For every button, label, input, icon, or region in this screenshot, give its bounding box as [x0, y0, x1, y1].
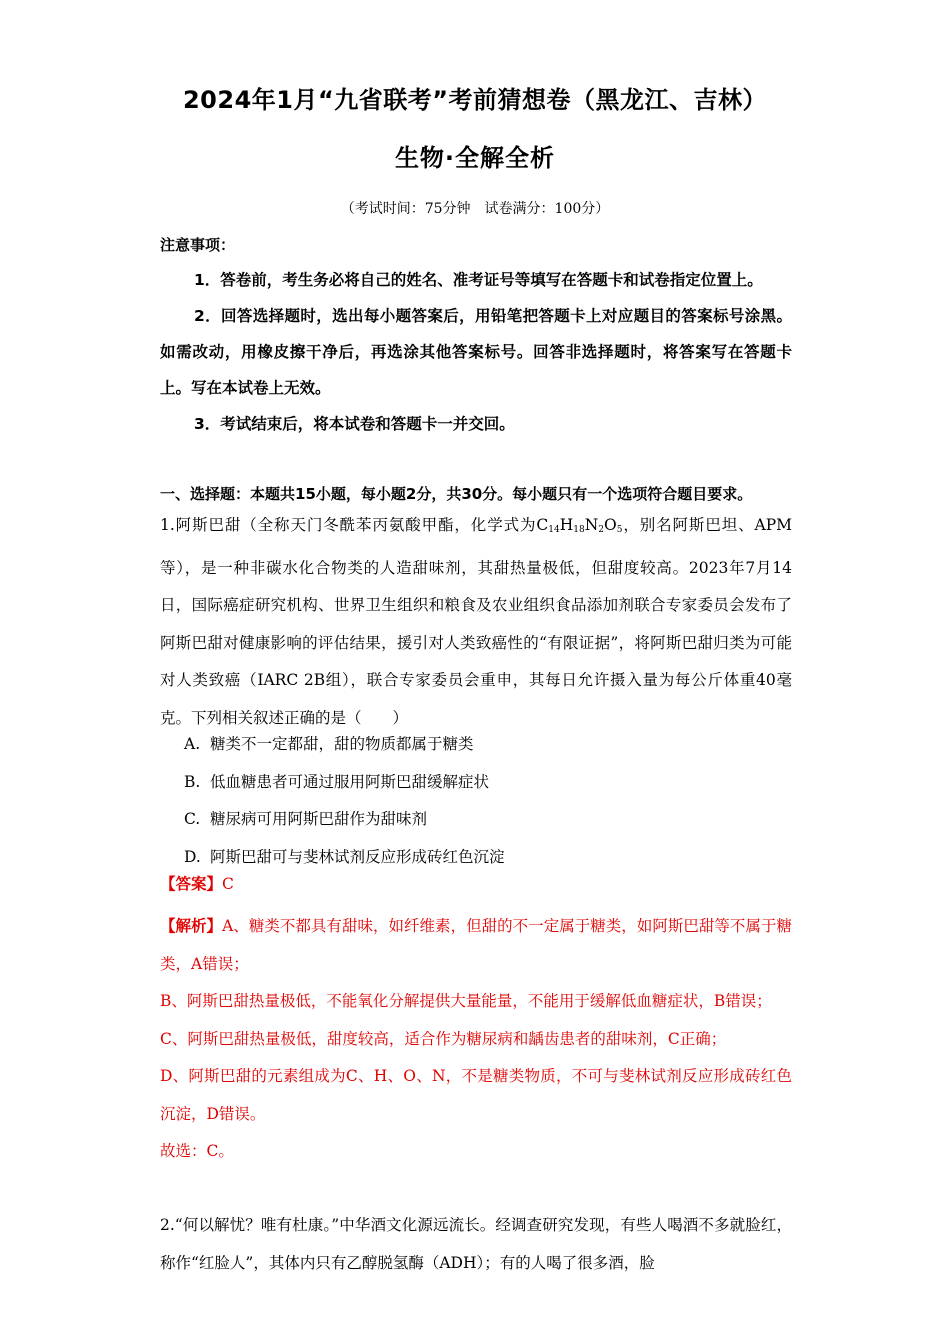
answer-tag: 【答案】: [160, 874, 223, 893]
notice-item-2: 2．回答选择题时，选出每小题答案后，用铅笔把答题卡上对应题目的答案标号涂黑。如需改动，用橡皮擦干净后，再选涂其他答案标号。回答非选择题时，将答案写在答题卡上。写在本试卷上无效。: [160, 307, 792, 397]
question-1-answer: [160, 872, 234, 894]
exam-info: （考试时间：75分钟 试卷满分：100分）: [340, 201, 610, 217]
section-heading: 一、选择题：本题共15小题，每小题2分，共30分。每小题只有一个选项符合题目要求。: [160, 485, 753, 503]
question-1-analysis: [160, 907, 792, 1171]
chemical-formula: $C_{14}H_{18}N_2O_5$: [536, 516, 623, 535]
analysis-a: A、糖类不都具有甜味，如纤维素，但甜的不一定属于糖类，如阿斯巴甜等不属于糖类，A错误；: [160, 917, 792, 973]
analysis-d: D、阿斯巴甜的元素组成为C、H、O、N，不是糖类物质，不可与斐林试剂反应形成砖红色沉淀，D错误。: [160, 1067, 792, 1123]
question-1-stem-post: ，别名阿斯巴坦、APM等），是一种非碳水化合物类的人造甜味剂，其甜热量极低，但甜度较高。2023年7月14日，国际癌症研究机构、世界卫生组织和粮食及农业组织食品添加剂联合专家委员会发布了阿斯巴甜对健康影响的评估结果，援引对人类致癌性的“有限证据”，将阿斯巴甜归类为可能对人类致癌（IARC 2B组），联合专家委员会重申，其每日允许摄入量为每公斤体重40毫克。下列相关叙述正确的是（ ）: [160, 516, 793, 727]
analysis-c: C、阿斯巴甜热量极低，甜度较高，适合作为糖尿病和龋齿患者的甜味剂，C正确；: [160, 1029, 727, 1048]
analysis-conclusion: 故选：C。: [160, 1142, 234, 1160]
question-2-stem: 2.“何以解忧？唯有杜康。”中华酒文化源远流长。经调查研究发现，有些人喝酒不多就脸红，称作“红脸人”，其体内只有乙醇脱氢酶（ADH）；有的人喝了很多酒，脸: [160, 1216, 792, 1272]
question-1-stem-pre: 1.阿斯巴甜（全称天门冬酰苯丙氨酸甲酯，化学式为: [160, 516, 537, 534]
notice-heading: 注意事项：: [160, 236, 236, 254]
option-d: D. 阿斯巴甜可与斐林试剂反应形成砖红色沉淀: [184, 847, 505, 866]
document-subtitle: 生物·全解全析: [394, 144, 556, 172]
answer-value: C: [222, 875, 234, 893]
question-1-options: [184, 726, 784, 876]
notice-item-3: 3．考试结束后，将本试卷和答题卡一并交回。: [194, 415, 515, 433]
analysis-tag: 【解析】: [160, 916, 223, 935]
question-1-stem: [160, 507, 792, 737]
notice-list: [160, 262, 792, 442]
option-c: C. 糖尿病可用阿斯巴甜作为甜味剂: [184, 810, 428, 828]
analysis-b: B、阿斯巴甜热量极低，不能氧化分解提供大量能量，不能用于缓解低血糖症状，B错误；: [160, 992, 772, 1010]
notice-item-1: 1．答卷前，考生务必将自己的姓名、准考证号等填写在答题卡和试卷指定位置上。: [194, 271, 763, 289]
option-a: A. 糖类不一定都甜，甜的物质都属于糖类: [184, 735, 474, 753]
document-title: 2024年1月“九省联考”考前猜想卷（黑龙江、吉林）: [182, 86, 768, 114]
option-b: B. 低血糖患者可通过服用阿斯巴甜缓解症状: [184, 772, 490, 791]
